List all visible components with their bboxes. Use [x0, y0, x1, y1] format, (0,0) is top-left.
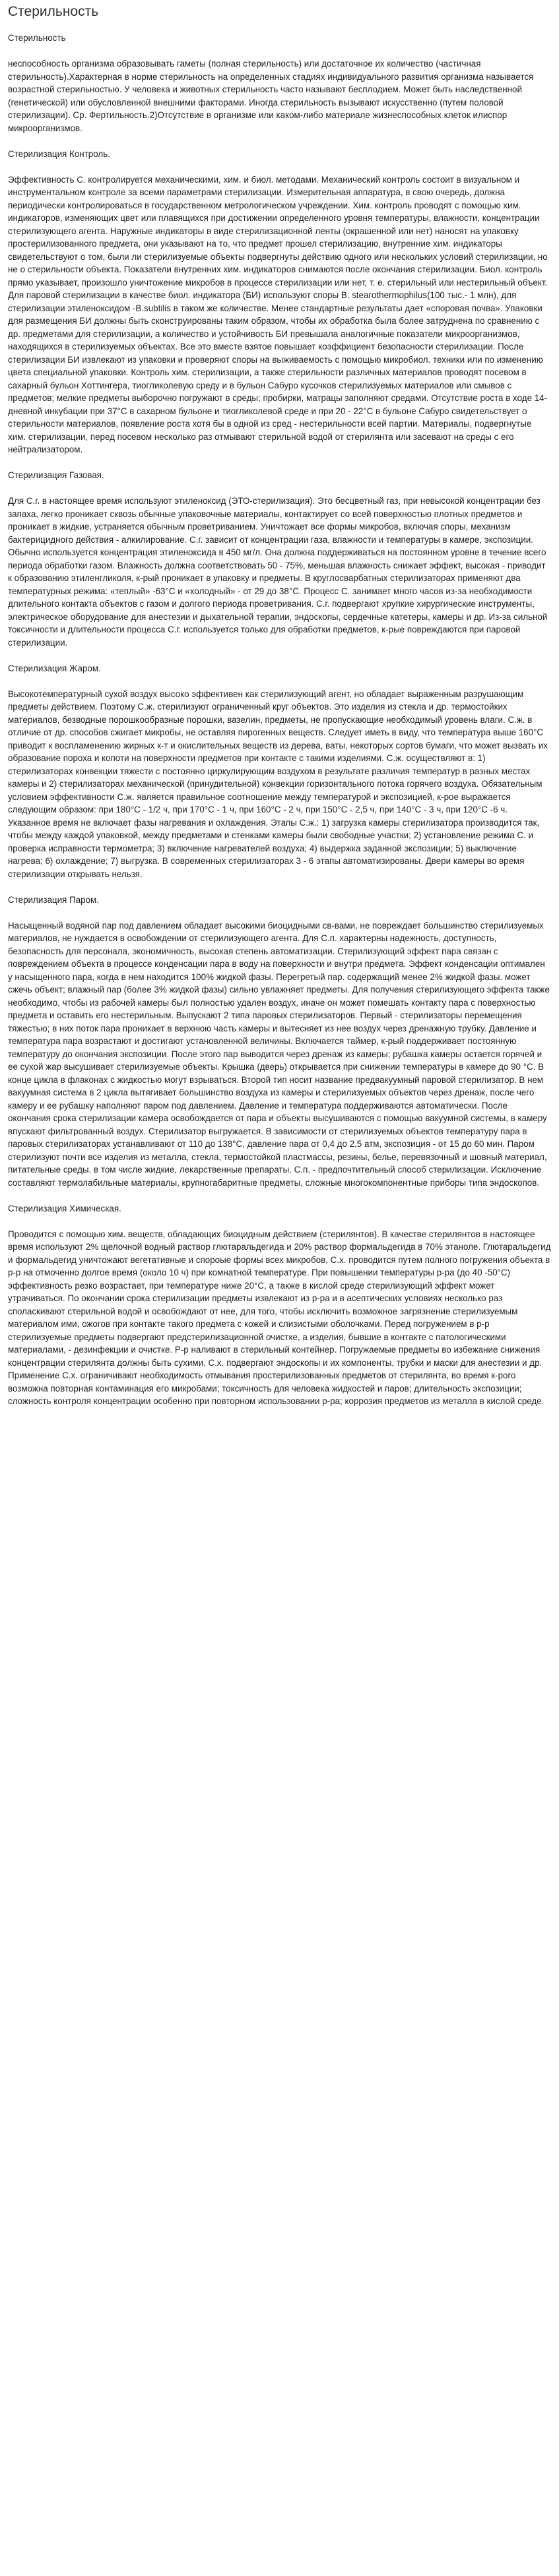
section-paragraph: Проводится с помощью хим. веществ, обладающих биоцидным действием (стерилянтов). В качестве стерилянтов в настоящее время используют 2% щелочной водный раствор глютаральдегида и 20% раствор формальдегида в 70% этаноле. Глютаральдегид и формальдегид уничтожают вегетативные и спороые формы всех микробов, С.х. проводится путем полного погружения объекта в р-р на отмоченно долгое время (около 10 ч) при комнатной температуре. При повышении температуры р-ра (до 40 -50°С) эффективность резко возрастает, при температуре ниже 20°С, а также в кислой среде стерилизующий эффект может утрачиваться. По окончании срока стерилизации предметы извлекают из р-ра и в асептических условиях несколько раз споласкивают стерильной водой и освобождают от нее, для того, чтобы исключить возможное загрязнение стерилизуемым материалом ими, ожогов при контакте такого предмета с кожей и слизистыми оболочками. Перед погружением в р-р стерилизуемые предметы подвергают предстерилизационной очистке, а изделия, бывшие в контакте с патологическими материалами, - дезинфекции и очистке. Р-р наливают в стерильный контейнер. Погружаемые предметы во избежание снижения концентрации стерилянта должны быть сухими. С.х. подвергают эндоскопы и их компоненты, трубки и маски для анестезии и др. Применение С.х. ограничивают необходимость отмывания простерилизованных предметов от стерилянта, во время к-рого возможна повторная контаминация его микробами; токсичность для человека жидкостей и паров; длительность экспозиции; сложность контроля концентрации особенно при повторном использовании р-ра; коррозия предметов из металла в кислой среде. [8, 1229, 551, 1406]
section-paragraph: Высокотемпературный сухой воздух высоко эффективен как стерилизующий агент, но обладает выраженным разрушающим предметы действием. Поэтому С.ж. стерилизуют ограниченный круг объектов. Это изделия из стекла и др. термостойких материалов, безводные порошкообразные порошки, вазелин, предметы, не пропускающие необходимый уровень влаги. С.ж. в отличие от др. способов сжигает микробы, не оставляя пирогенных веществ. Следует иметь в виду, что температура выше 160°С приводит к воспламенению жирных к-т и окислительных веществ из дерева, ваты, некоторых сортов бумаги, что может вызвать их образование пороха и копоти на поверхности предметов при контакте с такими изделиями. С.ж. осуществляют в: 1) стерилизаторах конвекции тяжести с постоянно циркулирующим воздухом в результате различия температур в разных местах камеры и 2) стерилизаторах механической (принудительной) конвекции горизонтального потока горячего воздуха. Обязательным условием эффективности С.ж. является правильное соотношение между температурой и экспозицией, к-рое выражается следующим образом: при 180°С - 1/2 ч, при 170°С - 1 ч, при 160°С - 2 ч, при 150°С - 2,5 ч, при 140°С - 3 ч, при 120°С -6 ч. Указанное время не включает фазы нагревания и охлаждения. Этапы С.ж.: 1) загрузка камеры стерилизатора производится так, чтобы между каждой упаковкой, между предметами и стенками камеры были свободные участки; 2) установление режима С. и проверка исправности термометра; 3) включение нагревателей воздуха; 4) выдержка заданной экспозиции; 5) выключение нагрева; 6) охлаждение; 7) выгрузка. В современных стерилизаторах 3 - 6 этапы автоматизированы. Двери камеры во время стерилизации открывать нельзя. [8, 689, 548, 879]
section-sterilization-gas [8, 469, 551, 649]
section-sterilization-chemical [8, 1202, 551, 1408]
section-paragraph: Эффективность С. контролируется механическими, хим. и биол. методами. Механический контроль состоит в визуальном и инструментальном контроле за всеми параметрами стерилизации. Измерительная аппаратура, в свою очередь, должна периодически контролироваться в государственном метрологическом учреждении. Хим. контроль проводят с помощью хим. индикаторов, изменяющих цвет или плавящихся при достижении определенного уровня температуры, влажности, концентрации стерилизующего агента. Наружные индикаторы в виде стерилизационной ленты (окрашенной или нет) наносят на упаковку простерилизованного предмета, они указывают на то, что предмет прошел стерилизацию, внутренние хим. индикаторы свидетельствуют о том, были ли стерилизуемые объекты подвергнуты действию одного или нескольких условий стерилизации, но не о стерильности объекта. Показатели внутренних хим. индикаторов снимаются после окончания стерилизации. Биол. контроль прямо указывает, произошло уничтожение микробов в процессе стерилизации или нет, т. е. стерильный или нестерильный объект. Для паровой стерилизации в качестве биол. индикатора (БИ) используют споры B. stearothermophilus(100 тыс.- 1 млн), для стерилизации этиленоксидом -B.subtilis в таком же количестве. Менее стандартные результаты дает «споровая почва». Упаковки для размещения БИ должны быть сконструированы таким образом, чтобы их обработка была более затруднена по сравнению с др. предметами для стерилизации, а количество и устойчивость БИ превышала аналогичные показатели микроорганизмов, находящихся в стерилизуемых объектах. Все это вместе взятое повышает коэффициент безопасности стерилизации. После стерилизации БИ извлекают из упаковки и проверяют споры на выживаемость с помощью микробиол. техники или по изменению цвета специальной упаковки. Контроль хим. стерилизации, а также стерильности различных материалов проводят посевом в сахарный бульон Хоттингера, тиогликолевую среду и в бульон Сабуро кусочков стерилизуемых материалов или смывов с предметов; мелкие предметы выборочно погружают в среды; пробирки, матрацы заполняют средами. Отсутствие роста в ходе 14-дневной инкубации при 37°С в сахарном бульоне и тиогликолевой среде и при 20 - 22°С в бульоне Сабуро свидетельствует о стерильности материалов, появление роста хотя бы в одной из сред - нестерильности всей партии. Материалы, подвергнутые хим. стерилизации, перед посевом несколько раз отмывают стерильной водой от стерилянта или засевают на среды с его нейтрализатором. [8, 174, 548, 454]
section-sterility [8, 32, 551, 135]
section-paragraph: Насыщенный водяной пар под давлением обладает высокими биоцидными св-вами, не повреждает большинство стерилизуемых материалов, не нуждается в освобождении от стерилизующего агента. Для С.п. характерны надежность, доступность, безопасность для персонала, экономичность, высокая степень автоматизации. Стерилизующий эффект пара связан с повреждением объекта в процессе конденсации пара в воду на поверхности и внутри предмета. Эффект конденсации оптимален у насыщенного пара, когда в нем находится 100% жидкой фазы. Перегретый пар. содержащий менее 2% жидкой фазы. может сжечь объект; влажный пар (более 3% жидкой фазы) сильно увлажняет предметы. Для получения стерилизующего эффекта также необходимо, чтобы из рабочей камеры был полностью удален воздух, иначе он может помешать контакту пара с поверхностью предмета и оставить его нестерильным. Выпускают 2 типа паровых стерилизаторов. Первый - стерилизаторы перемещения тяжестью; в них поток пара проникает в верхнюю часть камеры и вытесняет из нее воздух через дренажную трубку. Давление и температура пара возрастают и достигают установленной величины. Включается таймер, к-рый поддерживает постоянную температуру до окончания экспозиции. После этого пар выводится через дренаж из камеры; рубашка камеры остается горячей и ее сухой жар высушивает стерилизуемые объекты. Крышка (дверь) открывается при снижении температуры в камере до 90 °С. В конце цикла в флаконах с жидкостью могут взрываться. Второй тип носит название предвакуумный паровой стерилизатор. В нем вакуумная система в 2 цикла вытягивает большинство воздуха из камеры и стерилизуемых объектов через дренаж, после чего камеру и ее рубашку наполняют паром под давлением. Давление и температура поддерживаются автоматически. После окончания срока стерилизации камера освобождается от пара и объекты высушиваются с помощью вакуумной системы, в камеру впускают фильтрованный воздух. Стерилизатор выгружается. В зависимости от стерилизуемых объектов температуру пара в паровых стерилизаторах устанавливают от 110 до 138°С, давление пара от 0,4 до 2,5 атм, экспозиция - от 15 до 60 мин. Паром стерилизуют почти все изделия из металла, стекла, термостойкой пластмассы, резины, белье, перевязочный и шовный материал, питательные среды. в том числе жидкие, лекарственные препараты. С.п. - предпочтительный способ стерилизации. Исключение составляют термолабильные материалы, крупногабаритные предметы, сложные многокомпонентные приборы типа эндоскопов. [8, 920, 550, 1188]
section-heading: Стерилизация Газовая. [8, 470, 104, 480]
section-heading: Стерилизация Жаром. [8, 663, 101, 673]
section-sterilization-steam [8, 894, 551, 1190]
section-sterilization-control [8, 148, 551, 456]
section-paragraph: неспособность организма образовывать гаметы (полная стерильность) или достаточное их количество (частичная стерильность).Характерная в норме стерильность на определенных стадиях индивидуального развития организма называется возрастной стерильностью. У человека и животных стерильность часто называют бесплодием. Может быть наследственной (генетической) или обусловленной внешними факторами. Иногда стерильность вызывают искусственно (путем половой стерилизации). Ср. Фертильность.2)Отсутствие в организме или каком-либо материале жизнеспособных клеток илиспор микроорганизмов. [8, 59, 534, 133]
section-heading: Стерилизация Паром. [8, 894, 99, 905]
section-heading: Стерилизация Контроль. [8, 148, 110, 159]
section-sterilization-dry-heat [8, 662, 551, 881]
section-heading: Стерильность [8, 33, 66, 43]
section-paragraph: Для С.г. в настоящее время используют этиленоксид (ЭТО-стерилизация). Это бесцветный газ, при невысокой концентрации без запаха, легко проникает сквозь обычные упаковочные материалы, контактирует со всей поверхностью плотных предметов и проникает в жидкие, устраняется обычным проветриванием. Уничтожает все формы микробов, включая споры, механизм бактерицидного действия - алкилирование. С.г. зависит от концентрации газа, влажности и температуры в камере, экспозиции. Обычно используется концентрация этиленоксида в 450 мг/л. Она должна поддерживаться на постоянном уровне в течение всего периода обработки газом. Влажность должна соответствовать 50 - 75%, меньшая влажность снижает эффект, высокая - приводит к образованию этиленгликоля, к-рый проникает в упаковку и предметы. В круглосварбатных стерилизаторах применяют два температурных режима: «теплый» -63°С и «холодный» - от 29 до 38°С. Процесс С. занимает много часов из-за необходимости длительного контакта объектов с газом и долгого периода проветривания. С.г. подвергают хрупкие хирургические инструменты, электрическое оборудование для анестезии и дыхательной терапии, эндоскопы, сердечные катетеры, камеры и др. Из-за сильной токсичности и длительности процесса С.г. используется только для обработки предметов, к-рые повреждаются при паровой стерилизации. [8, 496, 548, 648]
page-title: Стерильность [8, 4, 99, 19]
section-heading: Стерилизация Химическая. [8, 1203, 121, 1213]
